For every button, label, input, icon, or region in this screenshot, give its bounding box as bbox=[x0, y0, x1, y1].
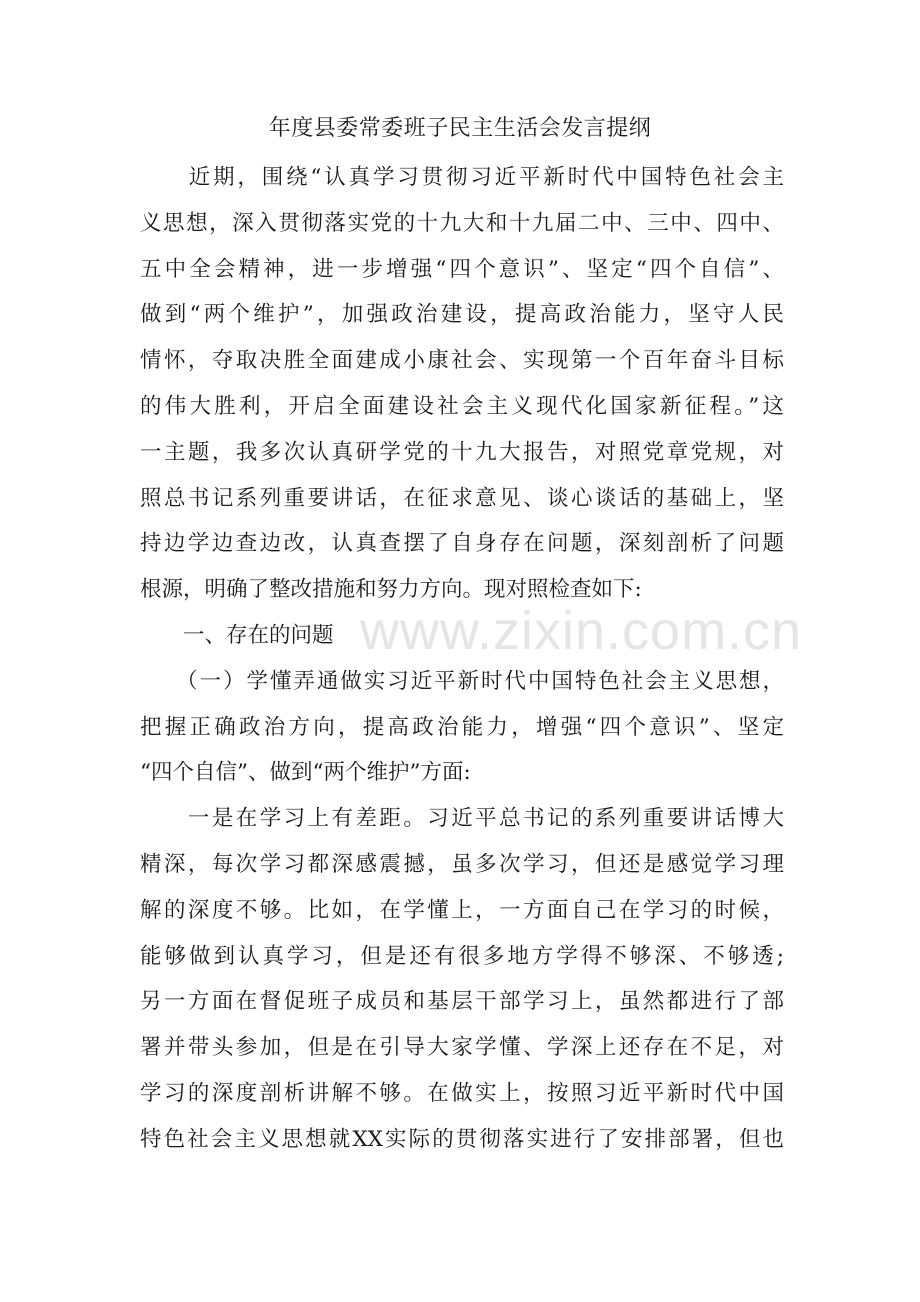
text-line: 持边学边查边改，认真查摆了自身存在问题，深刻剖析了问题 bbox=[140, 531, 784, 557]
text-line: 做到“两个维护”，加强政治建设，提高政治能力，坚守人民 bbox=[140, 302, 784, 328]
text-line: 近期，围绕“认真学习贯彻习近平新时代中国特色社会主 bbox=[140, 165, 784, 190]
text-line: 照总书记系列重要讲话，在征求意见、谈心谈话的基础上，坚 bbox=[140, 485, 784, 511]
text-line: 一主题，我多次认真研学党的十九大报告，对照党章党规，对 bbox=[140, 439, 784, 465]
text-line: 的伟大胜利，开启全面建设社会主义现代化国家新征程。”这 bbox=[140, 393, 784, 419]
section-heading: 一、存在的问题 bbox=[140, 622, 334, 648]
text-line: 精深，每次学习都深感震撼，虽多次学习，但还是感觉学习理 bbox=[140, 851, 784, 877]
text-line: 义思想，深入贯彻落实党的十九大和十九届二中、三中、四中、 bbox=[140, 210, 784, 236]
subsection-heading: （一）学懂弄通做实习近平新时代中国特色社会主义思想， bbox=[140, 668, 784, 694]
document-title: 年度县委常委班子民主生活会发言提纲 bbox=[268, 116, 652, 141]
text-line: 解的深度不够。比如，在学懂上，一方面自己在学习的时候， bbox=[140, 897, 784, 923]
text-line: 一是在学习上有差距。习近平总书记的系列重要讲话博大 bbox=[140, 806, 784, 832]
text-line: 把握正确政治方向，提高政治能力，增强“四个意识”、坚定 bbox=[140, 714, 784, 740]
text-line: 署并带头参加，但是在引导大家学懂、学深上还存在不足，对 bbox=[140, 1035, 784, 1061]
text-line: 能够做到认真学习，但是还有很多地方学得不够深、不够透; bbox=[140, 943, 784, 969]
document-body bbox=[140, 155, 784, 1163]
watermark: www.zixin.com.cn bbox=[360, 601, 803, 661]
text-line: 学习的深度剖析讲解不够。在做实上，按照习近平新时代中国 bbox=[140, 1080, 784, 1106]
text-line: “四个自信”、做到“两个维护”方面: bbox=[140, 760, 471, 786]
text-line: 特色社会主义思想就XX实际的贯彻落实进行了安排部署，但也 bbox=[140, 1126, 784, 1152]
text-line: 五中全会精神，进一步增强“四个意识”、坚定“四个自信”、 bbox=[140, 256, 784, 282]
text-line: 另一方面在督促班子成员和基层干部学习上，虽然都进行了部 bbox=[140, 989, 784, 1015]
text-line: 情怀，夺取决胜全面建成小康社会、实现第一个百年奋斗目标 bbox=[140, 348, 784, 374]
text-line: 根源，明确了整改措施和努力方向。现对照检查如下: bbox=[140, 577, 642, 603]
